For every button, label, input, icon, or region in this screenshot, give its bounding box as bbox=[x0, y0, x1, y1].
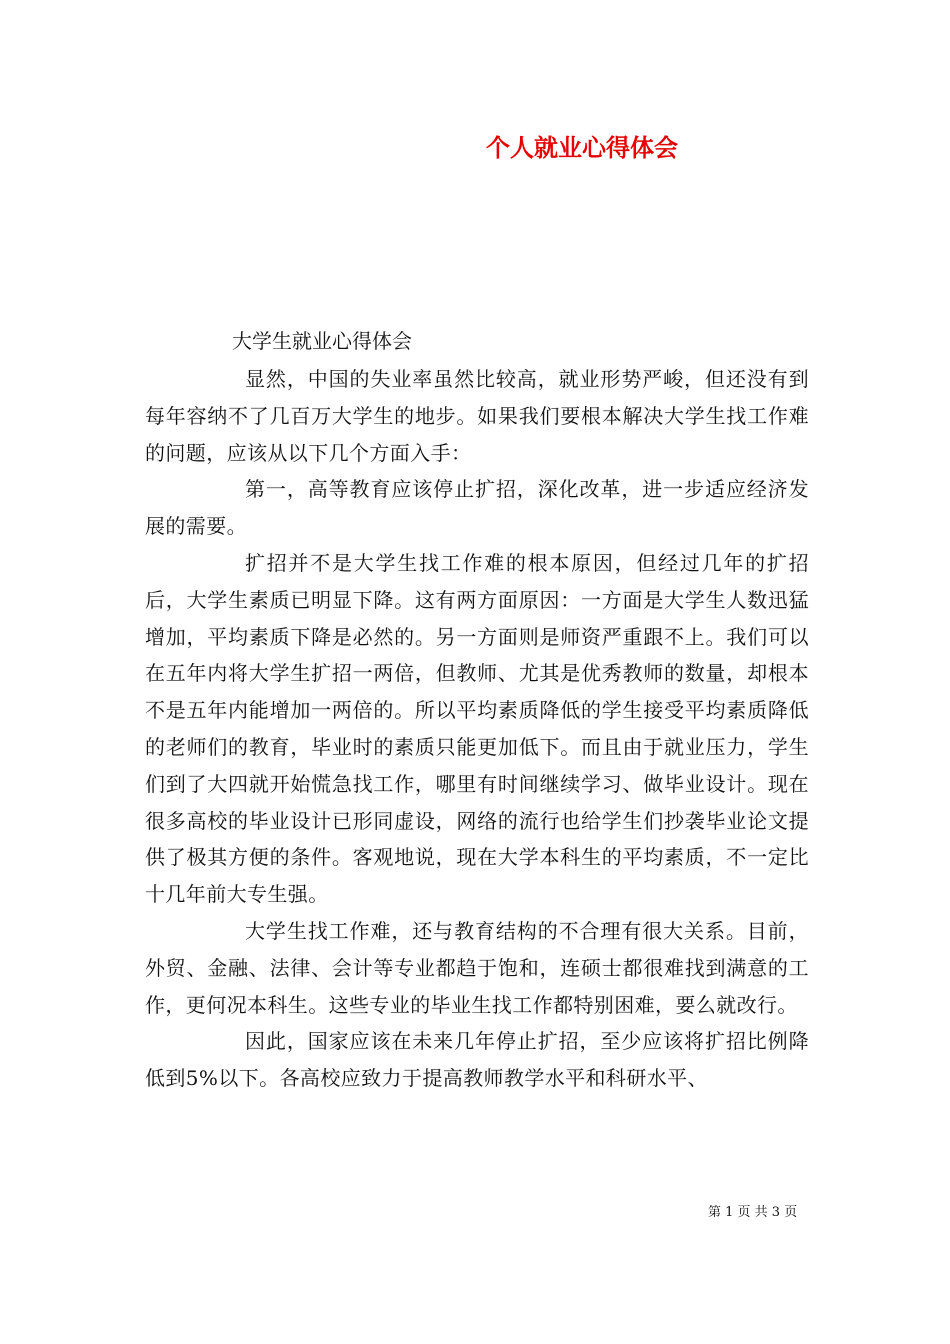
paragraph-5: 因此，国家应该在未来几年停止扩招，至少应该将扩招比例降低到5%以下。各高校应致力于提高教师教学水平和科研水平、 bbox=[145, 1029, 809, 1091]
paragraph-2: 第一，高等教育应该停止扩招，深化改革，进一步适应经济发展的需要。 bbox=[145, 477, 809, 539]
document-body bbox=[145, 361, 809, 1097]
page-number-footer: 第 1 页 共 3 页 bbox=[708, 1205, 798, 1220]
paragraph-4: 大学生找工作难，还与教育结构的不合理有很大关系。目前，外贸、金融、法律、会计等专业都趋于饱和，连硕士都很难找到满意的工作，更何况本科生。这些专业的毕业生找工作都特别困难，要么就改行。 bbox=[145, 918, 809, 1017]
paragraph-3: 扩招并不是大学生找工作难的根本原因，但经过几年的扩招后，大学生素质已明显下降。这有两方面原因：一方面是大学生人数迅猛增加，平均素质下降是必然的。另一方面则是师资严重跟不上。我们可以在五年内将大学生扩招一两倍，但教师、尤其是优秀教师的数量，却根本不是五年内能增加一两倍的。所以平均素质降低的学生接受平均素质降低的老师们的教育，毕业时的素质只能更加低下。而且由于就业压力，学生们到了大四就开始慌急找工作，哪里有时间继续学习、做毕业设计。现在很多高校的毕业设计已形同虚设，网络的流行也给学生们抄袭毕业论文提供了极其方便的条件。客观地说，现在大学本科生的平均素质，不一定比十几年前大专生强。 bbox=[145, 550, 809, 907]
paragraph-1: 显然，中国的失业率虽然比较高，就业形势严峻，但还没有到每年容纳不了几百万大学生的地步。如果我们要根本解决大学生找工作难的问题，应该从以下几个方面入手： bbox=[145, 367, 809, 465]
document-title: 个人就业心得体会 bbox=[486, 134, 678, 162]
document-subtitle: 大学生就业心得体会 bbox=[232, 329, 412, 353]
